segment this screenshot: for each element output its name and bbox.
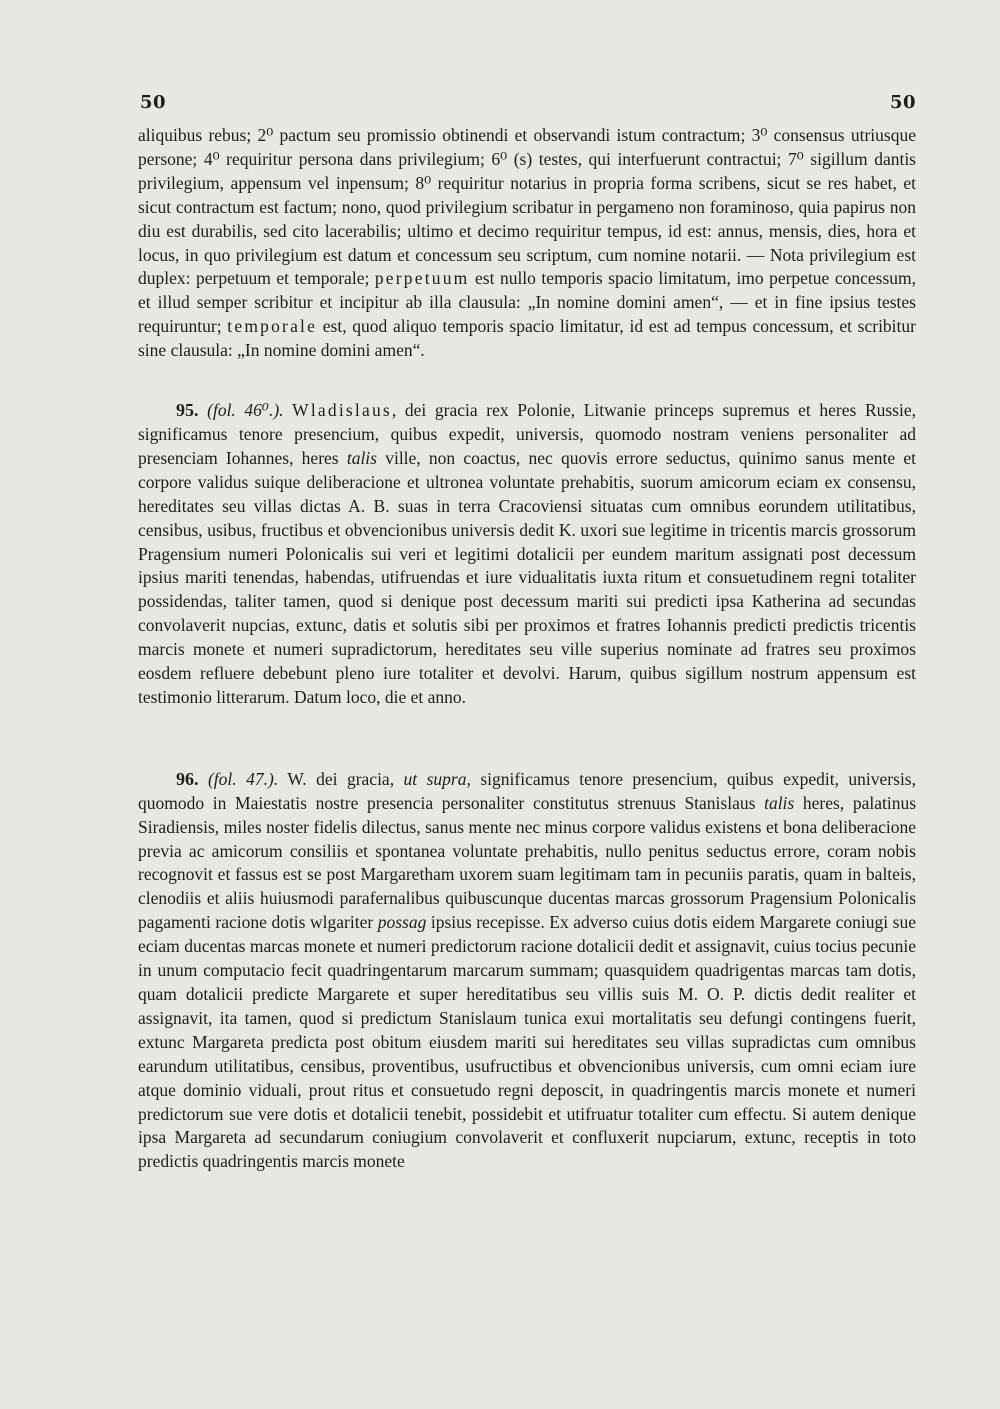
page-body <box>138 124 916 1174</box>
intro-text-3: est, quod aliquo temporis spacio limitatur, id est ad tempus concessum, et scribitur sine clausula: „In nomine domini amen“. <box>138 316 916 361</box>
entry-text-2: ville, non coactus, nec quovis errore seductus, quinimo sanus mente et corpore validus suique deliberacione et ultronea voluntate prehabitis, suorum amicorum eciam ex consensu, hereditates seu villas dictas A. B. suas in terra Cracoviensi situatas cum omnibus eorundem utilitatibus, censibus, usibus, fructibus et obvencionibus universis dedit K. uxori sue legitime in tricentis marcis grossorum Pragensium numeri Polonicalis sui veri et legitimi dotalicii per eundem maritum assignati post decessum ipsius mariti tenendas, habendas, utifruendas et iure vidualitatis iuxta ritum et consuetudinem regni totaliter possidendas, taliter tamen, quod si denique post decessum mariti sui predicti ipsa Katherina ad secundas convolaverit nupcias, extunc, datis et solutis sibi per proximos et fratres Iohannis predicti predictis tricentis marcis monete et numeri supradictorum, hereditates seu ville superius nominate ad fratres seu proximos eosdem refluere debebunt pleno iure totaliter et devolvi. Harum, quibus sigillum nostrum appensum est testimonio litterarum. Datum loco, die et anno. <box>138 447 916 707</box>
ut-supra: ut supra, <box>403 768 471 789</box>
intro-paragraph <box>138 124 916 363</box>
entry-text: W. dei gracia, <box>278 768 404 789</box>
talis-placeholder: talis <box>764 792 795 813</box>
king-name: Wladislaus <box>292 400 392 421</box>
folio-reference: (fol. 46⁰.). <box>207 400 284 421</box>
folio-reference: (fol. 47.). <box>207 768 279 789</box>
entry-number: 96. <box>176 768 199 789</box>
entry-text: , dei gracia rex Polonie, Litwanie princeps supremus et heres Russie, significamus tenore presencium, quibus expedit, universis, quomodo nostram veniens personaliter ad presenciam Iohannes, heres <box>138 400 916 468</box>
term-temporale: temporale <box>227 316 318 337</box>
intro-text-2: est nullo temporis spacio limitatum, imo perpetue concessum, et illud semper scribitur et incipitur ab illa clausula: „In nomine domini amen“, — et in fine ipsius testes requiruntur; <box>138 268 916 337</box>
entry-text-2: significamus tenore presencium, quibus expedit, universis, quomodo in Maiestatis nostre presencia personaliter constitutus strenuus Stanislaus <box>138 768 916 813</box>
entry-text-3: heres, palatinus Siradiensis, miles noster fidelis dilectus, sanus mente nec minus corpore validus existens et bona deliberacione previa ac amicorum consiliis et spontanea voluntate prehabitis, nullo penitus seductus errore, coram nobis recognovit et fassus est se post Margaretham uxorem suam legitimam tam in pecuniis paratis, quam in balteis, clenodiis et aliis huiusmodi parafernalibus quibuscunque ducentas marcas grossorum Pragensium Polonicalis pagamenti racione dotis wlgariter <box>138 792 917 933</box>
vernacular-term: possag <box>377 912 427 933</box>
term-perpetuum: perpetuum <box>374 268 470 289</box>
page-number-left: 50 <box>140 92 167 113</box>
entry-95 <box>138 399 916 710</box>
entry-number: 95. <box>176 400 199 421</box>
intro-text: aliquibus rebus; 2⁰ pactum seu promissio obtinendi et observandi istum contractum; 3⁰ consensus utriusque persone; 4⁰ requiritur persona dans privilegium; 6⁰ (s) testes, qui interfuerunt contractui; 7⁰ sigillum dantis privilegium, appensum vel inpensum; 8⁰ requiritur notarius in propria forma scribens, sicut se res habet, et sicut contractum est factum; nono, quod privilegium scribatur in pergameno non foraminoso, quia papirus non diu est durabilis, sed cito lacerabilis; ultimo et decimo requiritur tempus, id est: annus, mensis, dies, hora et locus, in quo privilegium est datum et concessum seu scriptum, cum nomine notarii. — Nota privilegium est duplex: perpetuum et temporale; <box>138 125 916 289</box>
page-number-right: 50 <box>889 92 916 113</box>
entry-96 <box>138 768 916 1174</box>
entry-text-4: ipsius recepisse. Ex adverso cuius dotis eidem Margarete coniugi sue eciam ducentas marcas monete et numeri predictorum racione dotalicii dedit et assignavit, cuius tocius pecunie in unum computacio fecit quadringentarum marcarum summam; quasquidem quadrigentas marcas tam dotis, quam dotalicii predicte Margarete et super hereditatibus seu villis suis M. O. P. dictis dedit realiter et assignavit, ita tamen, quod si predictum Stanislaum tunica exui mortalitatis seu defungi contingens fuerit, extunc Margareta predicta post obitum eiusdem mariti sui hereditates seu villas supradictas cum omnibus earundum utilitatibus, censibus, proventibus, usufructibus et obvencionibus universis, cum omni eciam iure atque dominio viduali, prout ritus et consuetudo regni deposcit, in quadringentis marcis monete et numeri predictorum sue vere dotis et dotalicii tenebit, possidebit et utifruatur totaliter cum effectu. Si autem denique ipsa Margareta ad secundarum coniugium convolaverit et confluxerit nupciarum, extunc, receptis in toto predictis quadringentis marcis monete <box>138 912 916 1172</box>
talis-placeholder: talis <box>346 447 377 468</box>
